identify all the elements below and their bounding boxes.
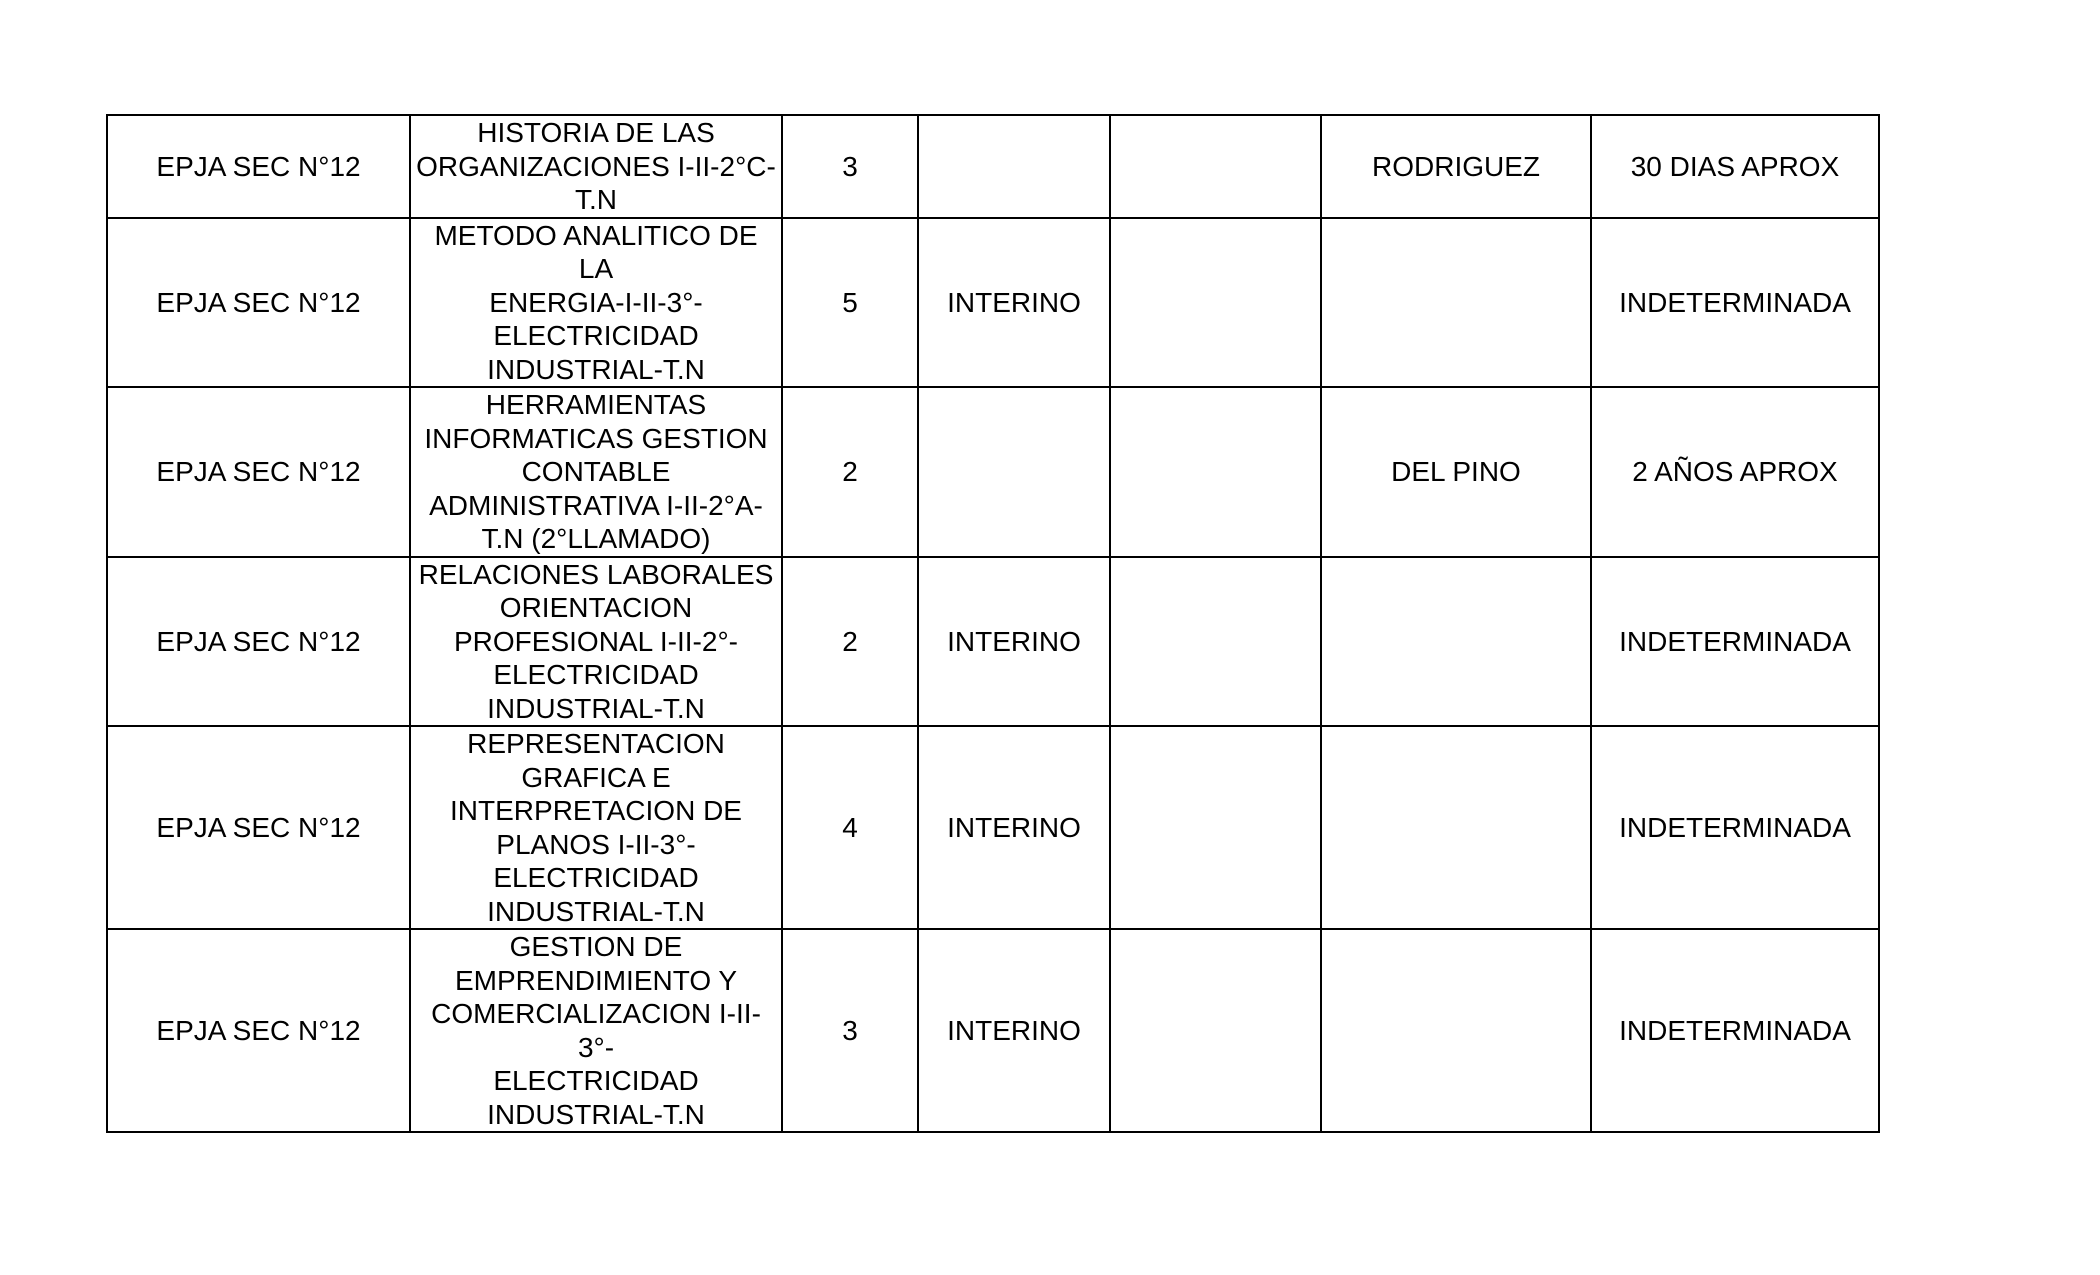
subject-line: HISTORIA DE LAS [477,117,715,148]
subject-line: ORGANIZACIONES I-II-2°C- [416,150,776,182]
duration-cell: 2 AÑOS APROX [1591,387,1879,557]
table-row [107,218,1879,388]
subject-line: T.N (2°LLAMADO) [481,523,711,554]
subject-line: ELECTRICIDAD [493,659,699,690]
subject-line: INDUSTRIAL-T.N [487,1098,705,1130]
subject-line: INTERPRETACION DE [450,795,742,826]
status-cell: INTERINO [918,557,1110,727]
subject-cell [410,387,782,557]
status-cell [918,387,1110,557]
subject-line: PLANOS I-II-3°- [496,828,696,860]
duration-cell: INDETERMINADA [1591,557,1879,727]
subject-cell [410,929,782,1132]
subject-line: REPRESENTACION [467,728,725,759]
subject-line: ENERGIA-I-II-3°- [489,286,703,318]
status-cell: INTERINO [918,929,1110,1132]
subject-line: CONTABLE [521,456,671,487]
duration-cell: INDETERMINADA [1591,726,1879,929]
subject-line: EMPRENDIMIENTO Y [454,964,738,996]
empty-cell [1110,218,1321,388]
subject-line: ELECTRICIDAD [493,1065,699,1096]
table-row [107,557,1879,727]
empty-cell [1110,929,1321,1132]
hours-cell: 5 [782,218,918,388]
school-cell: EPJA SEC N°12 [107,726,410,929]
table-row [107,726,1879,929]
empty-cell [1110,387,1321,557]
name-cell: DEL PINO [1321,387,1591,557]
name-cell [1321,726,1591,929]
subject-cell [410,218,782,388]
school-cell: EPJA SEC N°12 [107,387,410,557]
name-cell [1321,557,1591,727]
subject-line: ELECTRICIDAD [493,320,699,351]
name-cell [1321,929,1591,1132]
subject-line: INDUSTRIAL-T.N [487,353,705,385]
duration-cell: 30 DIAS APROX [1591,115,1879,218]
subject-line: GRAFICA E [521,761,671,793]
school-cell: EPJA SEC N°12 [107,557,410,727]
status-cell: INTERINO [918,726,1110,929]
subject-line: ORIENTACION [499,592,693,623]
hours-cell: 4 [782,726,918,929]
subject-cell [410,726,782,929]
status-cell: INTERINO [918,218,1110,388]
table-body [107,115,1879,1132]
subject-line: RELACIONES LABORALES [418,558,774,590]
subject-line: INDUSTRIAL-T.N [487,895,705,927]
table-row [107,929,1879,1132]
subject-line: GESTION DE [509,931,683,962]
empty-cell [1110,726,1321,929]
hours-cell: 2 [782,557,918,727]
subject-line: METODO ANALITICO DE LA [434,219,758,284]
hours-cell: 3 [782,929,918,1132]
duration-cell: INDETERMINADA [1591,218,1879,388]
hours-cell: 2 [782,387,918,557]
subject-line: COMERCIALIZACION I-II-3°- [431,998,761,1063]
empty-cell [1110,557,1321,727]
school-cell: EPJA SEC N°12 [107,929,410,1132]
subject-line: ADMINISTRATIVA I-II-2°A- [429,489,763,521]
subject-line: INDUSTRIAL-T.N [487,692,705,724]
subject-cell [410,557,782,727]
subject-line: T.N [575,184,617,215]
vacancies-table [106,114,1880,1133]
subject-line: INFORMATICAS GESTION [424,422,768,454]
subject-line: ELECTRICIDAD [493,862,699,893]
name-cell [1321,218,1591,388]
subject-cell [410,115,782,218]
subject-line: PROFESIONAL I-II-2°- [454,625,738,657]
duration-cell: INDETERMINADA [1591,929,1879,1132]
school-cell: EPJA SEC N°12 [107,218,410,388]
hours-cell: 3 [782,115,918,218]
status-cell [918,115,1110,218]
table-row [107,387,1879,557]
name-cell: RODRIGUEZ [1321,115,1591,218]
subject-line: HERRAMIENTAS [485,389,707,420]
table-row [107,115,1879,218]
empty-cell [1110,115,1321,218]
school-cell: EPJA SEC N°12 [107,115,410,218]
